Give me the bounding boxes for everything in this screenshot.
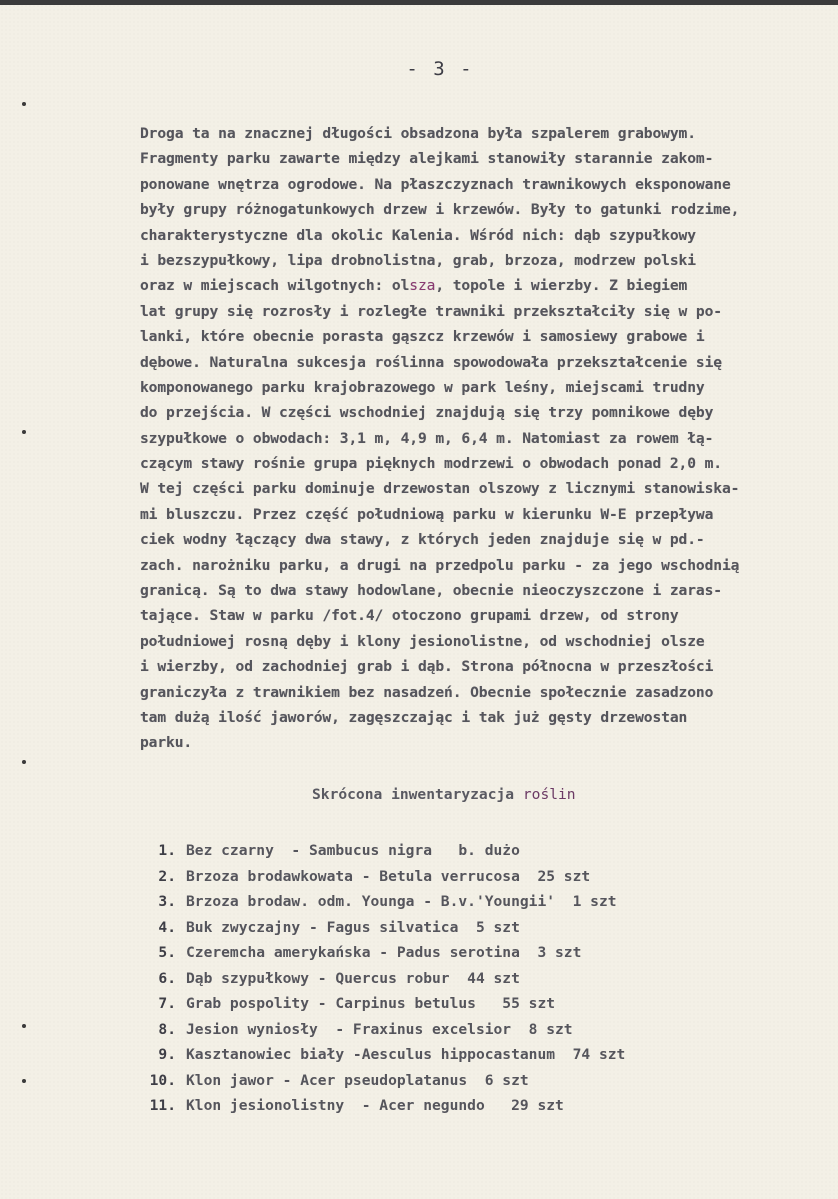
text-line: ciek wodny łączący dwa stawy, z których jeden znajduje się w pd.- xyxy=(140,531,705,549)
inventory-item-text: Jesion wyniosły - Fraxinus excelsior 8 szt xyxy=(186,1020,573,1038)
inventory-item-number: 9. xyxy=(158,1046,176,1063)
text-line: dębowe. Naturalna sukcesja roślinna spowodowała przekształcenie się xyxy=(140,353,722,371)
text-line: granicą. Są to dwa stawy hodowlane, obecnie nieoczyszczone i zaras- xyxy=(140,582,722,600)
page-number: - 3 - xyxy=(406,58,474,80)
inventory-item-number: 5. xyxy=(158,944,176,961)
text-line: Fragmenty parku zawarte między alejkami stanowiły starannie zakom- xyxy=(140,150,714,168)
text-line: Droga ta na znacznej długości obsadzona była szpalerem grabowym. xyxy=(140,125,696,142)
text-line: i wierzby, od zachodniej grab i dąb. Strona północna w przeszłości xyxy=(140,658,714,676)
text-line: graniczyła z trawnikiem bez nasadzeń. Obecnie społecznie zasadzono xyxy=(140,683,714,701)
text-line: lanki, które obecnie porasta gąszcz krzewów i samosiewy grabowe i xyxy=(140,328,705,346)
inventory-item-text: Klon jawor - Acer pseudoplatanus 6 szt xyxy=(186,1071,529,1089)
inventory-list xyxy=(140,838,625,1119)
inventory-item xyxy=(140,838,625,864)
punch-mark xyxy=(22,430,26,434)
inventory-item-text: Kasztanowiec biały -Aesculus hippocastanum 74 szt xyxy=(186,1046,626,1063)
text-line: charakterystyczne dla okolic Kalenia. Wśród nich: dąb szypułkowy xyxy=(140,226,696,244)
inventory-item-text: Grab pospolity - Carpinus betulus 55 szt xyxy=(186,995,556,1012)
punch-mark xyxy=(22,760,26,764)
text-line xyxy=(140,273,838,298)
inventory-item-number: 2. xyxy=(158,867,176,885)
inventory-item xyxy=(140,966,625,992)
inventory-title xyxy=(312,786,576,803)
punch-mark xyxy=(22,102,26,106)
handwritten-correction: sza xyxy=(409,277,436,295)
inventory-item-number: 4. xyxy=(158,918,176,936)
body-paragraph xyxy=(140,121,838,756)
inventory-item xyxy=(140,991,625,1017)
inventory-item-number: 10. xyxy=(149,1071,176,1089)
inventory-item-number: 7. xyxy=(158,995,176,1012)
inventory-item-text: Klon jesionolistny - Acer negundo 29 szt xyxy=(186,1097,564,1114)
inventory-item xyxy=(140,1017,625,1043)
inventory-item-text: Dąb szypułkowy - Quercus robur 44 szt xyxy=(186,969,520,987)
scan-top-edge xyxy=(0,0,838,5)
text-line: tam dużą ilość jaworów, zagęszczając i tak już gęsty drzewostan xyxy=(140,708,688,726)
text-segment: , topole i wierzby. Z biegiem xyxy=(435,277,688,295)
inventory-item-text: Buk zwyczajny - Fagus silvatica 5 szt xyxy=(186,918,520,936)
punch-mark xyxy=(22,1079,26,1083)
inventory-item-number: 8. xyxy=(158,1020,176,1038)
inventory-item xyxy=(140,1042,625,1068)
text-segment: oraz w miejscach wilgotnych: ol xyxy=(140,277,410,295)
inventory-item-number: 6. xyxy=(158,969,176,987)
text-line: były grupy różnogatunkowych drzew i krzewów. Były to gatunki rodzime, xyxy=(140,201,740,219)
text-line: zach. narożniku parku, a drugi na przedpolu parku - za jego wschodnią xyxy=(140,556,740,574)
text-line: lat grupy się rozrosły i rozległe trawniki przekształciły się w po- xyxy=(140,302,722,320)
text-line: szypułkowe o obwodach: 3,1 m, 4,9 m, 6,4 m. Natomiast za rowem łą- xyxy=(140,429,714,447)
inventory-item-text: Brzoza brodaw. odm. Younga - B.v.'Youngii' 1 szt xyxy=(186,893,617,910)
inventory-item xyxy=(140,915,625,941)
inventory-item-number: 3. xyxy=(158,893,176,910)
text-line: czącym stawy rośnie grupa pięknych modrzewi o obwodach ponad 2,0 m. xyxy=(140,455,722,473)
text-line: ponowane wnętrza ogrodowe. Na płaszczyznach trawnikowych eksponowane xyxy=(140,175,731,193)
inventory-item-text: Bez czarny - Sambucus nigra b. dużo xyxy=(186,842,520,859)
inventory-item-text: Brzoza brodawkowata - Betula verrucosa 25 szt xyxy=(186,867,591,885)
text-line: W tej części parku dominuje drzewostan olszowy z licznymi stanowiska- xyxy=(140,480,740,498)
inventory-item xyxy=(140,1068,625,1094)
text-line: mi bluszczu. Przez część południową parku w kierunku W-E przepływa xyxy=(140,505,714,523)
inventory-item-text: Czeremcha amerykańska - Padus serotina 3 szt xyxy=(186,944,582,961)
text-line: komponowanego parku krajobrazowego w park leśny, miejscami trudny xyxy=(140,378,705,396)
inventory-item xyxy=(140,889,625,915)
inventory-title-handwritten: roślin xyxy=(522,786,576,803)
punch-mark xyxy=(22,1024,26,1028)
inventory-item xyxy=(140,864,625,890)
inventory-item-number: 1. xyxy=(158,842,176,859)
text-line: parku. xyxy=(140,734,193,752)
inventory-item xyxy=(140,1093,625,1119)
inventory-title-text: Skrócona inwentaryzacja xyxy=(312,786,523,803)
text-line: do przejścia. W części wschodniej znajdują się trzy pomnikowe dęby xyxy=(140,404,714,422)
text-line: i bezszypułkowy, lipa drobnolistna, grab, brzoza, modrzew polski xyxy=(140,251,696,269)
inventory-item xyxy=(140,940,625,966)
text-line: południowej rosną dęby i klony jesionolistne, od wschodniej olsze xyxy=(140,632,705,650)
text-line: tające. Staw w parku /fot.4/ otoczono grupami drzew, od strony xyxy=(140,607,679,625)
inventory-item-number: 11. xyxy=(149,1097,176,1114)
